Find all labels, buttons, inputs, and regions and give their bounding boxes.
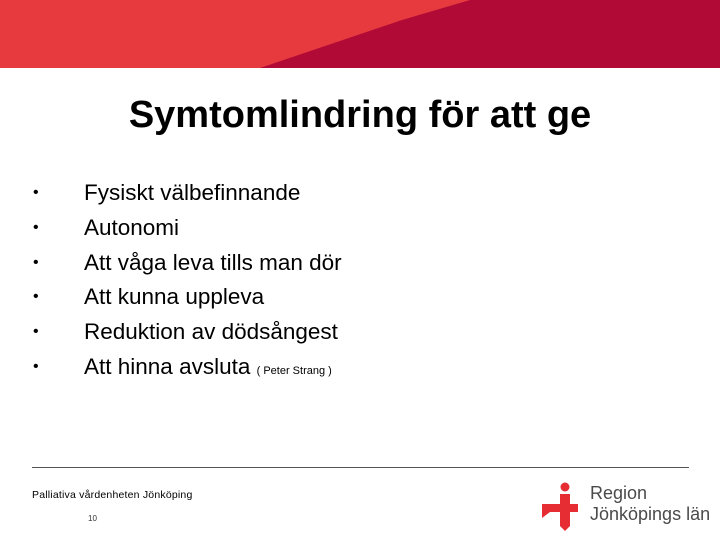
footer-divider: [32, 467, 689, 468]
bullet-marker: •: [33, 218, 39, 236]
footer-organization: Palliativa vårdenheten Jönköping: [32, 489, 193, 501]
logo-text-line2: Jönköpings län: [590, 504, 711, 524]
list-item: [0, 350, 720, 385]
bullet-text: Reduktion av dödsångest: [84, 319, 338, 345]
list-item: [0, 315, 720, 350]
bullet-marker: •: [33, 184, 39, 201]
bullet-marker: •: [33, 357, 39, 375]
list-item: [0, 176, 720, 211]
page-number: 10: [88, 514, 97, 523]
bullet-marker: •: [33, 288, 39, 306]
bullet-text: Fysiskt välbefinnande: [84, 180, 301, 205]
bullet-text: Att våga leva tills man dör: [84, 249, 342, 275]
list-item: [0, 211, 720, 246]
bullet-text: Att hinna avsluta ( Peter Strang ): [84, 353, 332, 379]
bullet-text: Att kunna uppleva: [84, 284, 265, 310]
red-cross-person-icon: [538, 482, 582, 532]
header-banner: [0, 0, 720, 68]
list-item: [0, 280, 720, 315]
region-logo: [538, 480, 718, 534]
citation-note: ( Peter Strang ): [256, 364, 332, 377]
list-item: [0, 246, 720, 281]
slide-title: Symtomlindring för att ge: [128, 94, 592, 136]
logo-text-line1: Region: [590, 483, 648, 503]
bullet-marker: •: [33, 253, 39, 271]
bullet-marker: •: [33, 323, 39, 341]
bullet-text: Autonomi: [84, 214, 180, 240]
bullet-list: [0, 176, 720, 385]
